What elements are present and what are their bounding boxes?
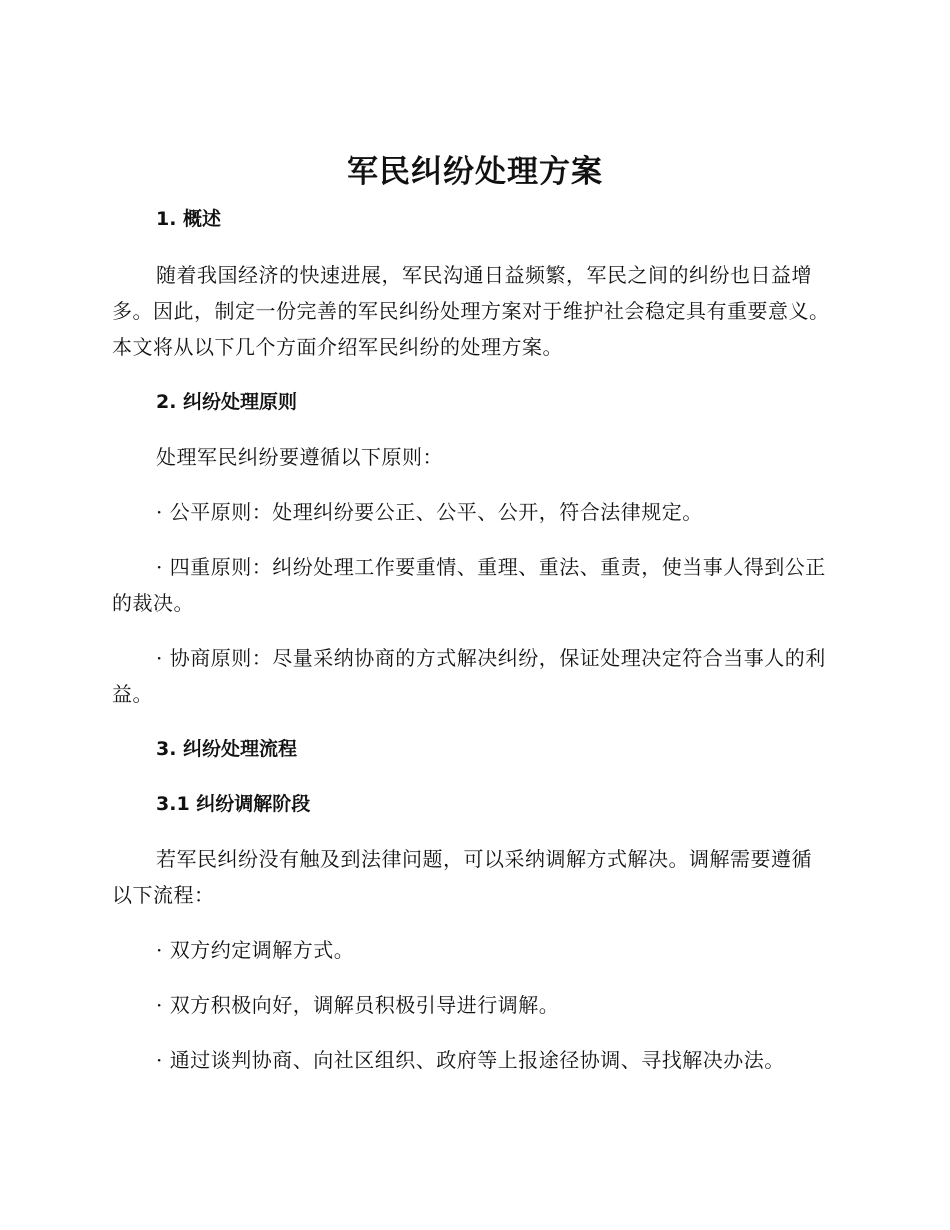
section-heading-overview: 1. 概述 [156,208,222,230]
list-item-principle-fairness: · 公平原则：处理纠纷要公正、公平、公开，符合法律规定。 [156,500,703,524]
document-body [112,200,832,1078]
list-item-step-coordinate: · 通过谈判协商、向社区组织、政府等上报途径协调、寻找解决办法。 [156,1048,785,1072]
list-item-step-guide: · 双方积极向好，调解员积极引导进行调解。 [156,993,560,1017]
paragraph-mediation-intro: 若军民纠纷没有触及到法律问题，可以采纳调解方式解决。调解需要遵循以下流程： [112,847,812,907]
paragraph-principles-intro: 处理军民纠纷要遵循以下原则： [156,445,443,469]
section-heading-process: 3. 纠纷处理流程 [156,738,298,760]
section-heading-principles: 2. 纠纷处理原则 [156,391,298,413]
list-item-step-agree: · 双方约定调解方式。 [156,938,355,962]
document-title: 军民纠纷处理方案 [347,154,603,190]
list-item-principle-four: · 四重原则：纠纷处理工作要重情、重理、重法、重责，使当事人得到公正的裁决。 [112,555,826,615]
paragraph-overview: 随着我国经济的快速进展，军民沟通日益频繁，军民之间的纠纷也日益增多。因此，制定一份完善的军民纠纷处理方案对于维护社会稳定具有重要意义。本文将从以下几个方面介绍军民纠纷的处理方案。 [112,263,830,359]
subsection-heading-mediation: 3.1 纠纷调解阶段 [156,793,311,815]
list-item-principle-negotiation: · 协商原则：尽量采纳协商的方式解决纠纷，保证处理决定符合当事人的利益。 [112,646,826,706]
